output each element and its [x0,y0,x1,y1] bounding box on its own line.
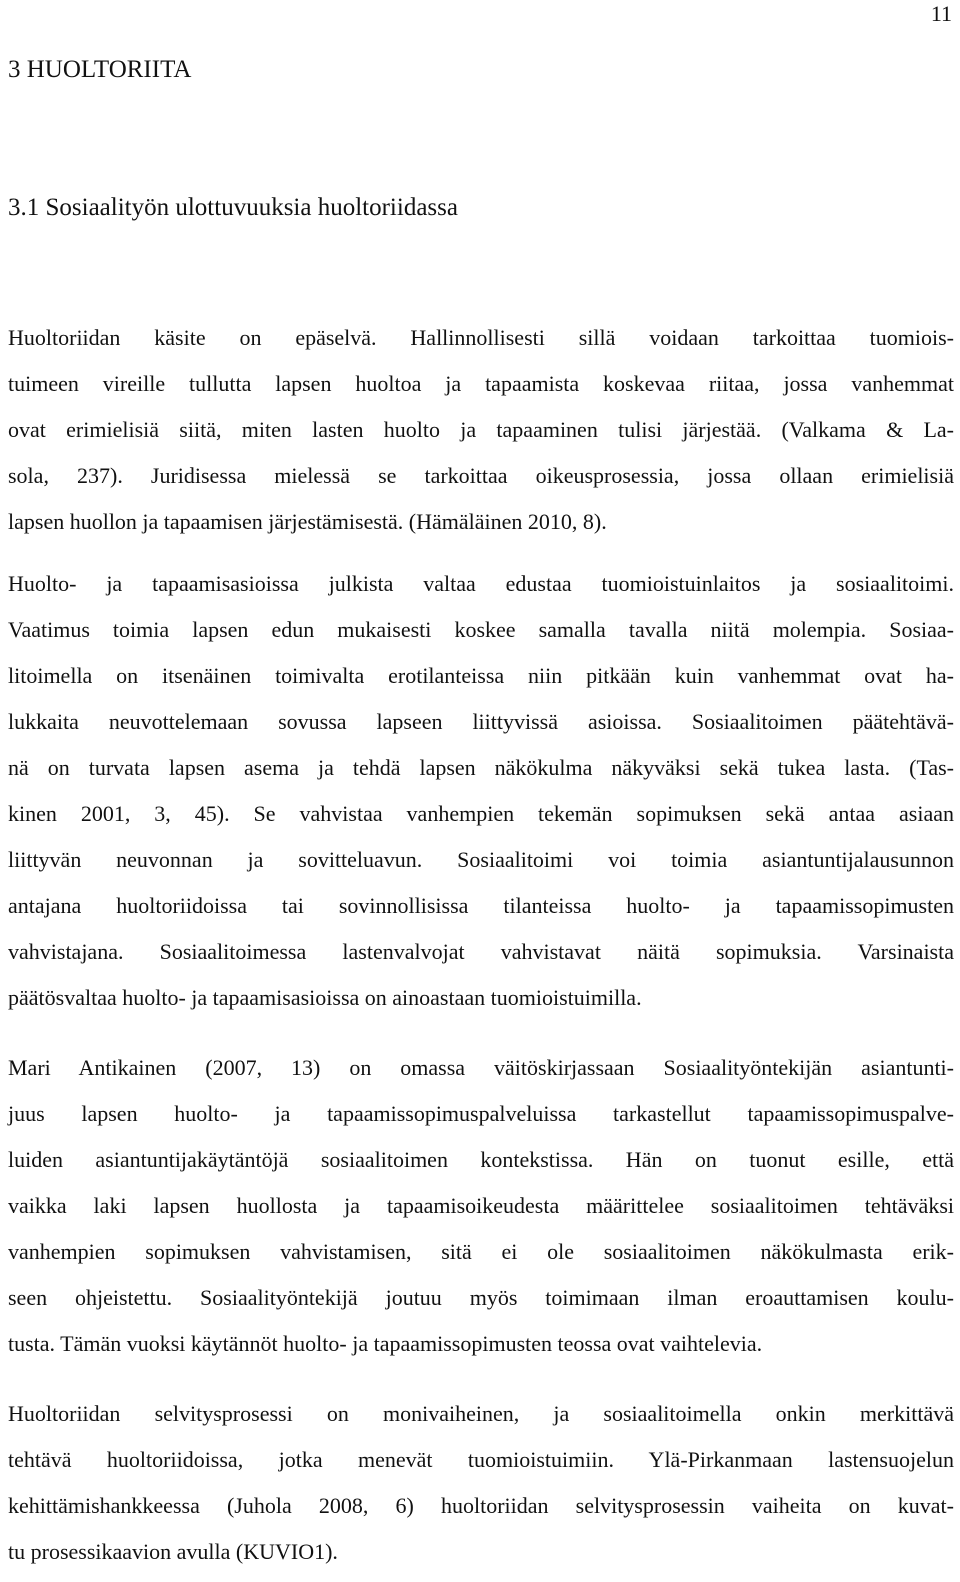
text-line: tuimeen vireille tullutta lapsen huoltoa ja tapaamista koskevaa riitaa, jossa vanhemmat [8,371,954,396]
paragraph-definition [8,322,954,552]
text-line: luiden asiantuntijakäytäntöjä sosiaalitoimen kontekstissa. Hän on tuonut esille, että [8,1147,954,1172]
text-line: tusta. Tämän vuoksi käytännöt huolto- ja tapaamissopimusten teossa ovat vaihtelevia. [8,1331,763,1356]
paragraph-process [8,1398,954,1582]
text-line: litoimella on itsenäinen toimivalta erotilanteissa niin pitkään kuin vanhemmat ovat ha- [8,663,954,688]
text-line: kinen 2001, 3, 45). Se vahvistaa vanhempien tekemän sopimuksen sekä antaa asiaan [8,801,954,826]
text-line: Vaatimus toimia lapsen edun mukaisesti koskee samalla tavalla niitä molempia. Sosiaa- [8,617,954,642]
text-line: päätösvaltaa huolto- ja tapaamisasioissa on ainoastaan tuomioistuimilla. [8,985,642,1010]
paragraph-authorities [8,568,954,1028]
text-line: tehtävä huoltoriidoissa, jotka menevät tuomioistuimiin. Ylä-Pirkanmaan lastensuojelun [8,1447,954,1472]
text-line: tu prosessikaavion avulla (KUVIO1). [8,1539,338,1564]
text-line: Huolto- ja tapaamisasioissa julkista valtaa edustaa tuomioistuinlaitos ja sosiaalitoimi. [8,571,954,596]
text-line: Mari Antikainen (2007, 13) on omassa väitöskirjassaan Sosiaalityöntekijän asiantunti- [8,1055,954,1080]
text-line: sola, 237). Juridisessa mielessä se tarkoittaa oikeusprosessia, jossa ollaan erimielisiä [8,463,954,488]
text-line: Huoltoriidan käsite on epäselvä. Hallinnollisesti sillä voidaan tarkoittaa tuomiois- [8,325,954,350]
text-line: nä on turvata lapsen asema ja tehdä lapsen näkökulma näkyväksi sekä tukea lasta. (Tas- [8,755,954,780]
text-line: Huoltoriidan selvitysprosessi on monivaiheinen, ja sosiaalitoimella onkin merkittävä [8,1401,954,1426]
text-line: vanhempien sopimuksen vahvistamisen, sitä ei ole sosiaalitoimen näkökulmasta erik- [8,1239,954,1264]
text-line: vahvistajana. Sosiaalitoimessa lastenvalvojat vahvistavat näitä sopimuksia. Varsinaista [8,939,954,964]
chapter-heading: 3 HUOLTORIITA [8,56,192,83]
section-heading: 3.1 Sosiaalityön ulottuvuuksia huoltoriidassa [8,194,458,221]
text-line: vaikka laki lapsen huollosta ja tapaamisoikeudesta määrittelee sosiaalitoimen tehtäväksi [8,1193,954,1218]
text-line: liittyvän neuvonnan ja sovitteluavun. Sosiaalitoimi voi toimia asiantuntijalausunnon [8,847,954,872]
text-line: lapsen huollon ja tapaamisen järjestämisestä. (Hämäläinen 2010, 8). [8,509,607,534]
text-line: antajana huoltoriidoissa tai sovinnollisissa tilanteissa huolto- ja tapaamissopimusten [8,893,954,918]
text-line: ovat erimielisiä siitä, miten lasten huolto ja tapaaminen tulisi järjestää. (Valkama & La- [8,417,954,442]
page-number: 11 [930,1,952,26]
text-line: seen ohjeistettu. Sosiaalityöntekijä joutuu myös toimimaan ilman eroauttamisen koulu- [8,1285,954,1310]
text-line: juus lapsen huolto- ja tapaamissopimuspalveluissa tarkastellut tapaamissopimuspalve- [8,1101,954,1126]
paragraph-antikainen [8,1052,954,1374]
text-line: lukkaita neuvottelemaan sovussa lapseen liittyvissä asioissa. Sosiaalitoimen päätehtävä- [8,709,954,734]
text-line: kehittämishankkeessa (Juhola 2008, 6) huoltoriidan selvitysprosessin vaiheita on kuvat- [8,1493,954,1518]
